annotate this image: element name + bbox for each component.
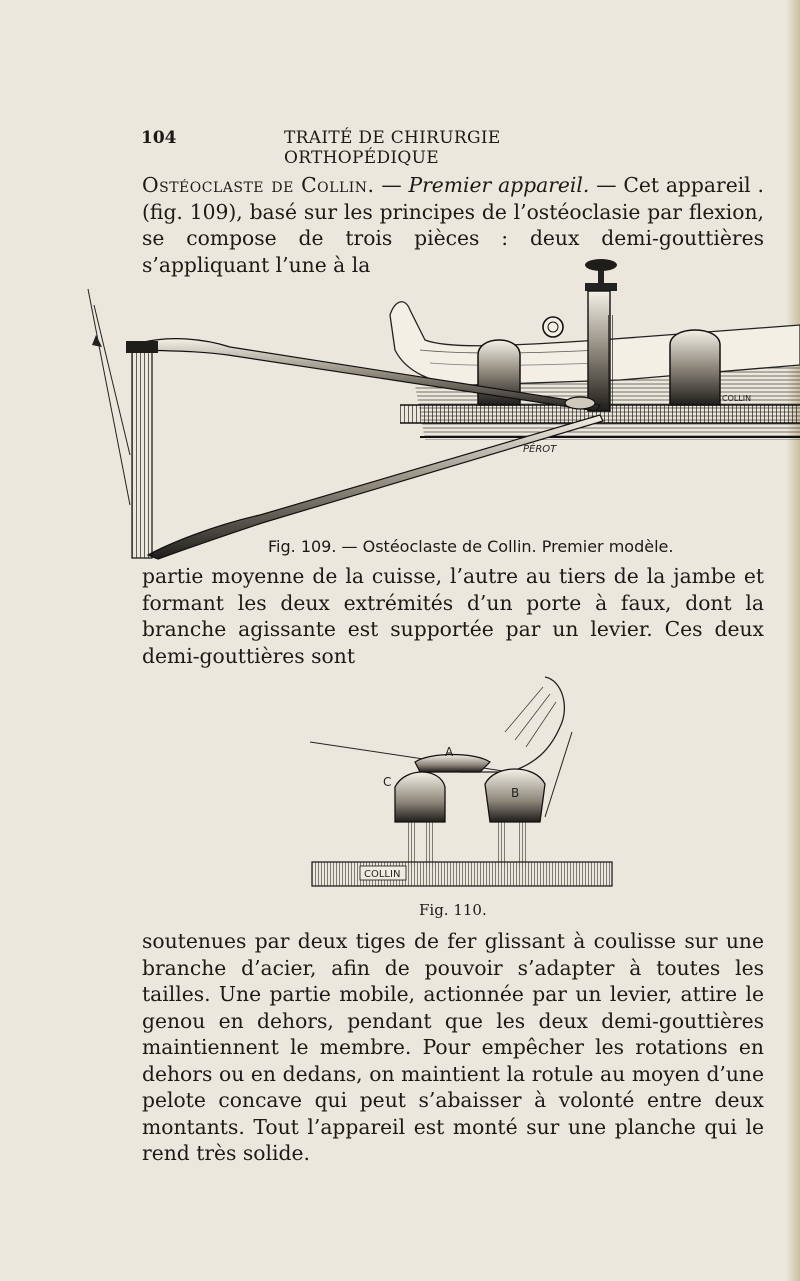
paragraph-2: partie moyenne de la cuisse, l’autre au tiers de la jambe et formant les deux extrémités d’un porte à faux, dont la branche agissante est supportée par un levier. Ces deux demi-gouttières sont	[142, 564, 764, 668]
figure-110-illustration	[300, 672, 630, 897]
engraved-maker-label: COLLIN	[364, 869, 401, 880]
running-title: TRAITÉ DE CHIRURGIE ORTHOPÉDIQUE	[284, 128, 501, 168]
screw-post	[585, 259, 617, 411]
section-subtitle: Premier appareil.	[408, 173, 590, 197]
page-edge	[786, 0, 800, 1281]
gutter-b	[485, 769, 545, 867]
figure-109-caption: Fig. 109. — Ostéoclaste de Collin. Premier modèle.	[268, 537, 674, 556]
figure-109-illustration	[0, 255, 800, 575]
engraved-maker-label: COLLIN	[722, 394, 752, 403]
knee-pad	[543, 317, 563, 337]
engraver-signature: PÉROT	[523, 444, 557, 455]
section-heading: Ostéoclaste de Collin.	[142, 173, 375, 197]
letter-c: C	[383, 775, 392, 789]
half-gutter-right	[670, 330, 720, 405]
paragraph-1-body: — Cet appareil . (fig. 109), basé sur les principes de l’ostéoclasie par flexion, se compose de trois pièces : deux demi-gouttières s’appliquant l’une à la	[142, 173, 764, 277]
heading-dash: —	[374, 173, 409, 197]
page-number: 104	[141, 128, 177, 148]
base-rail	[312, 862, 612, 886]
gutter-c	[395, 772, 445, 867]
letter-b: B	[511, 786, 520, 800]
paragraph-3: soutenues par deux tiges de fer glissant à coulisse sur une branche d’acier, afin de pouvoir s’adapter à toutes les tailles. Une partie mobile, actionnée par un levier, attire le genou en dehors, pendant que les deux demi-gouttières maintiennent le membre. Pour empêcher les rotations en dehors ou en dedans, on maintient la rotule au moyen d’une pelote concave qui peut s’abaisser à volonté entre deux montants. Tout l’appareil est monté sur une planche qui le rend très solide.	[142, 929, 764, 1165]
letter-a: A	[445, 745, 454, 759]
figure-110-caption: Fig. 110.	[419, 901, 487, 919]
running-head	[141, 128, 661, 168]
